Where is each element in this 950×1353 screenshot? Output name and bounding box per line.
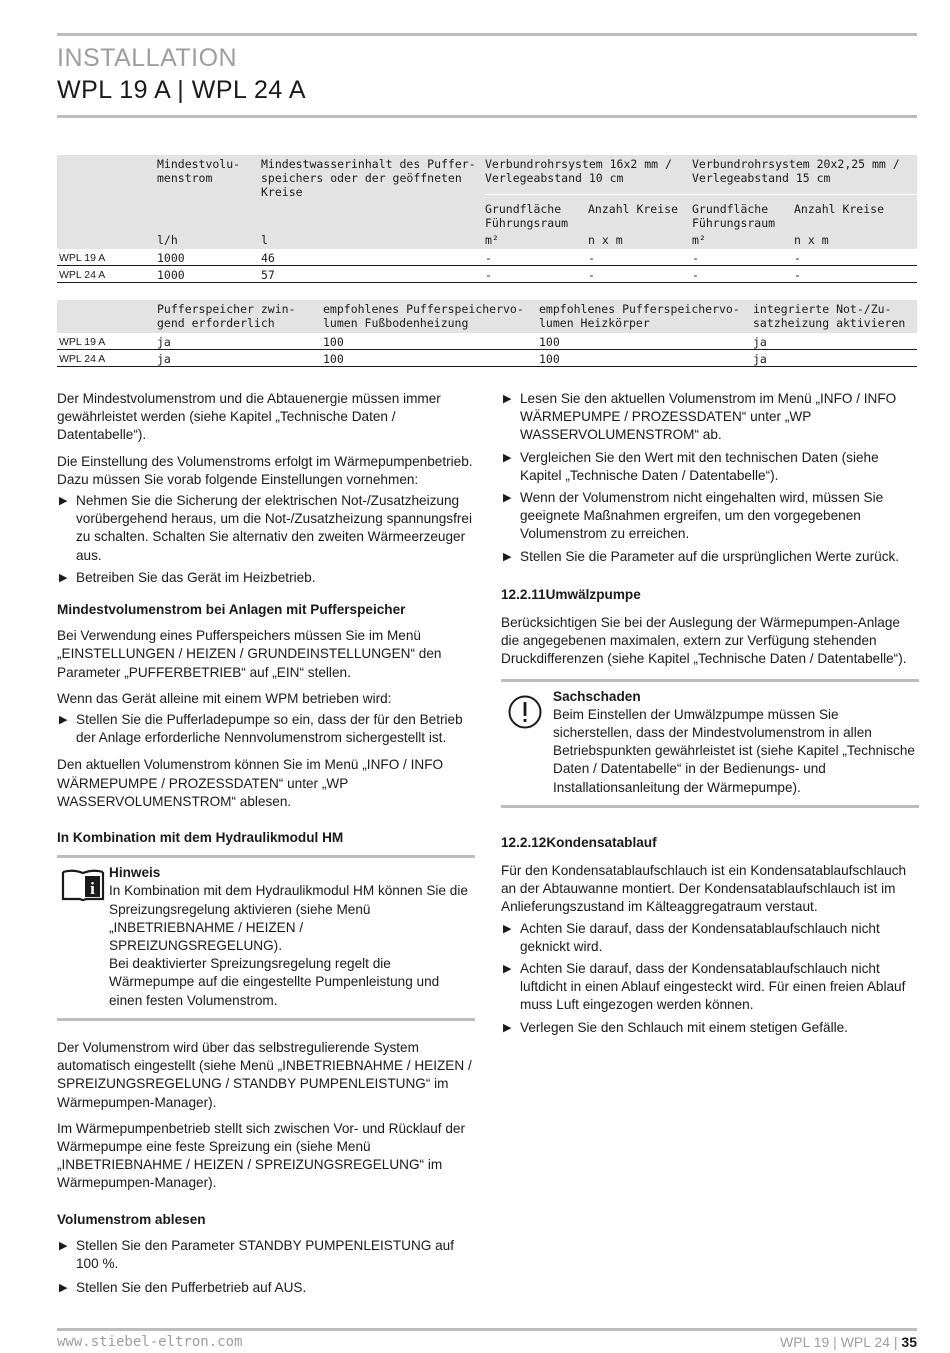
svg-text:i: i: [90, 879, 95, 899]
bullet-triangle-icon: ▶: [59, 1239, 68, 1252]
header-rule-bottom: [57, 115, 917, 118]
sub-header-count-1: Anzahl Kreise: [588, 202, 679, 216]
list-item: ▶ Achten Sie darauf, dass der Kondensatablaufschlauch nicht luftdicht in einen Ablauf eingesteckt wird. Für einen freien Ablauf muss Luft eingezogen werden können.: [503, 961, 906, 1013]
list-item: ▶ Betreiben Sie das Gerät im Heizbetrieb.: [57, 569, 475, 587]
bullet-triangle-icon: ▶: [59, 495, 68, 508]
warning-box: [501, 679, 919, 808]
bullet-triangle-icon: ▶: [503, 963, 512, 976]
unit-count-2: n x m: [794, 233, 829, 247]
model-title: WPL 19 A | WPL 24 A: [57, 76, 306, 104]
paragraph: Wenn das Gerät alleine mit einem WPM betrieben wird:: [57, 690, 392, 706]
list-item: ▶ Lesen Sie den aktuellen Volumenstrom im Menü „INFO / INFO WÄRMEPUMPE / PROZESSDATEN“ unter „WP WASSERVOLUMENSTROM“ ab.: [503, 391, 897, 443]
list-item: ▶ Stellen Sie den Pufferbetrieb auf AUS.: [57, 1279, 475, 1297]
sub-header-area-1: Grundfläche Führungsraum: [485, 202, 569, 230]
list-item: ▶ Verlegen Sie den Schlauch mit einem stetigen Gefälle.: [501, 1019, 919, 1037]
subheading: Volumenstrom ablesen: [57, 1211, 206, 1227]
paragraph: Im Wärmepumpenbetrieb stellt sich zwischen Vor- und Rücklauf der Wärmepumpe eine feste Spreizung ein (siehe Menü „INBETRIEBNAHME / HEIZEN / SPREIZUNGSREGELUNG“ im Wärmepumpen-Manager).: [57, 1120, 465, 1191]
list-item: ▶ Achten Sie darauf, dass der Kondensatablaufschlauch nicht geknickt wird.: [503, 920, 880, 954]
bullet-triangle-icon: ▶: [59, 1282, 68, 1295]
sub-header-area-2: Grundfläche Führungsraum: [692, 202, 776, 230]
footer-page-info: [780, 1334, 917, 1350]
section-heading-circulation-pump: 12.2.11Umwälzpumpe: [501, 586, 641, 602]
note-text: In Kombination mit dem Hydraulikmodul HM können Sie die Spreizungsregelung aktivieren (siehe Menü „INBETRIEBNAHME / HEIZEN / SPREIZUNGSREGELUNG).: [109, 883, 468, 954]
footer-rule: [57, 1328, 917, 1331]
bullet-triangle-icon: ▶: [59, 571, 68, 584]
paragraph: Den aktuellen Volumenstrom können Sie im Menü „INFO / INFO WÄRMEPUMPE / PROZESSDATEN“ unter „WP WASSERVOLUMENSTROM“ ablesen.: [57, 757, 444, 809]
paragraph: Berücksichtigen Sie bei der Auslegung der Wärmepumpen-Anlage die angegebenen maximalen, extern zur Verfügung stehenden Druckdifferenzen (siehe Kapitel „Technische Daten / Datentabelle“).: [501, 615, 907, 667]
left-column: [57, 390, 475, 1301]
bullet-triangle-icon: ▶: [503, 1021, 512, 1034]
paragraph: Der Mindestvolumenstrom und die Abtauenergie müssen immer gewährleistet werden (siehe Kapitel „Technische Daten / Datentabelle“).: [57, 391, 441, 443]
unit-area-1: m²: [485, 233, 499, 247]
table-header: [57, 300, 917, 333]
bullet-triangle-icon: ▶: [503, 393, 512, 405]
right-column: [501, 390, 919, 1041]
paragraph: Für den Kondensatablaufschlauch ist ein Kondensatablaufschlauch an der Abtauwanne montiert. Der Kondensatablaufschlauch ist im Anlieferungszustand im Kälteaggregatraum verstaut.: [501, 863, 907, 915]
list-item: ▶ Nehmen Sie die Sicherung der elektrischen Not-/Zusatzheizung vorübergehend heraus, um die Not-/Zusatzheizung spannungsfrei zu schalten. Schalten Sie alternativ den zweiten Wärmeerzeuger aus.: [59, 493, 472, 563]
col-header-min-water: Mindestwasserinhalt des Puffer- speichers oder der geöffneten Kreise: [261, 157, 476, 199]
list-item: ▶ Vergleichen Sie den Wert mit den technischen Daten (siehe Kapitel „Technische Daten / Datentabelle“).: [503, 449, 879, 483]
paragraph: Bei Verwendung eines Pufferspeichers müssen Sie im Menü „EINSTELLUNGEN / HEIZEN / GRUNDEINSTELLUNGEN“ den Parameter „PUFFERBETRIEB“ auf „EIN“ stellen.: [57, 628, 442, 680]
header-rule: [57, 33, 917, 36]
list-item: ▶ Wenn der Volumenstrom nicht eingehalten wird, müssen Sie geeignete Maßnahmen ergreifen, um den vorgegebenen Volumenstrom zu erreichen.: [503, 490, 884, 542]
table-row: WPL 24 A ja 100 100 ja: [57, 350, 917, 367]
list-item: ▶ Stellen Sie den Parameter STANDBY PUMPENLEISTUNG auf 100 %.: [59, 1237, 455, 1271]
buffer-table: [57, 300, 917, 367]
sub-header-count-2: Anzahl Kreise: [794, 202, 885, 216]
warning-icon: [507, 694, 543, 735]
table-row: WPL 19 A ja 100 100 ja: [57, 333, 917, 350]
table-row: WPL 24 A 1000 57 - - - -: [57, 266, 917, 283]
bullet-triangle-icon: ▶: [59, 714, 68, 727]
col-header-aux-heating: integrierte Not-/Zu- satzheizung aktivieren: [753, 302, 906, 330]
list-item: ▶ Stellen Sie die Pufferladepumpe so ein, dass der für den Betrieb der Anlage erforderliche Nennvolumenstrom sichergestellt ist.: [59, 712, 463, 746]
warning-text: Beim Einstellen der Umwälzpumpe müssen Sie sicherstellen, dass der Mindestvolumenstrom in allen Betriebspunkten gewährleistet ist (siehe Kapitel „Technische Daten / Datentabelle“ in der Bedienungs- und Installationsanleitung der Wärmepumpe).: [553, 706, 915, 795]
unit-flow: l/h: [157, 233, 178, 247]
col-header-min-flow: Mindestvolu- menstrom: [157, 157, 241, 185]
paragraph: Der Volumenstrom wird über das selbstregulierende System automatisch eingestellt (siehe Menü „INBETRIEBNAHME / HEIZEN / SPREIZUNGSREGELUNG / STANDBY PUMPENLEISTUNG“ im Wärmepumpen-Manager).: [57, 1039, 472, 1110]
section-heading-condensate: 12.2.12Kondensatablauf: [501, 834, 657, 850]
table-header: [57, 155, 917, 249]
col-header-system-16x2: Verbundrohrsystem 16x2 mm / Verlegeabstand 10 cm: [485, 157, 672, 185]
unit-water: l: [261, 233, 268, 247]
unit-area-2: m²: [692, 233, 706, 247]
table-row: WPL 19 A 1000 46 - - - -: [57, 249, 917, 266]
paragraph: Die Einstellung des Volumenstroms erfolgt im Wärmepumpenbetrieb. Dazu müssen Sie vorab folgende Einstellungen vornehmen:: [57, 453, 473, 487]
bullet-triangle-icon: ▶: [503, 451, 512, 464]
col-header-system-20x225: Verbundrohrsystem 20x2,25 mm / Verlegeabstand 15 cm: [692, 157, 900, 185]
subheading: Mindestvolumenstrom bei Anlagen mit Pufferspeicher: [57, 602, 406, 618]
list-item: ▶ Stellen Sie die Parameter auf die ursprünglichen Werte zurück.: [501, 548, 919, 566]
info-book-icon: [61, 868, 105, 907]
note-box: [57, 855, 475, 1021]
col-header-floor-heating: empfohlenes Pufferspeichervo- lumen Fußbodenheizung: [323, 302, 524, 330]
unit-count-1: n x m: [588, 233, 623, 247]
bullet-triangle-icon: ▶: [503, 550, 512, 563]
warning-title: Sachschaden: [553, 688, 641, 704]
page-number: 35: [901, 1334, 917, 1350]
col-header-buffer: Pufferspeicher zwin- gend erforderlich: [157, 302, 296, 330]
col-header-radiators: empfohlenes Pufferspeichervo- lumen Heizkörper: [539, 302, 740, 330]
bullet-triangle-icon: ▶: [503, 492, 512, 505]
note-text: Bei deaktivierter Spreizungsregelung regelt die Wärmepumpe auf die eingestellte Pumpenleistung und einen festen Volumenstrom.: [109, 956, 440, 1008]
section-title: INSTALLATION: [57, 44, 238, 72]
subheading: In Kombination mit dem Hydraulikmodul HM: [57, 830, 344, 846]
footer-url: www.stiebel-eltron.com: [57, 1334, 243, 1350]
note-title: Hinweis: [109, 865, 161, 881]
flow-requirements-table: [57, 155, 917, 283]
footer-models: WPL 19 | WPL 24 |: [780, 1334, 898, 1350]
bullet-triangle-icon: ▶: [503, 922, 512, 935]
